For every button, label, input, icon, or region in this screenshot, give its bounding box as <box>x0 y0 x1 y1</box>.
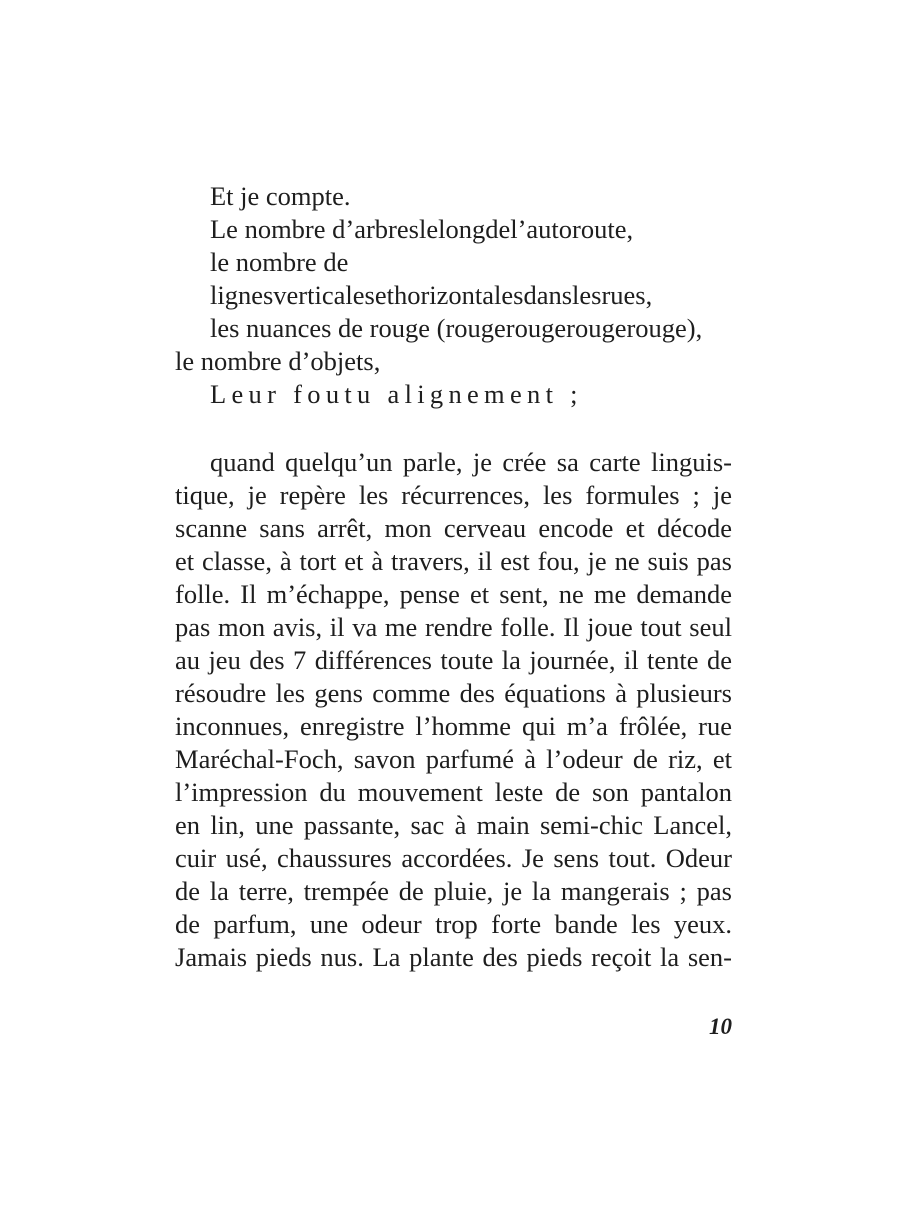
paragraph-line: cuir usé, chaussures accordées. Je sens tout. Odeur <box>175 843 732 873</box>
poem-line: Le nombre d’arbreslelongdel’autoroute, <box>210 214 634 244</box>
paragraph-line: résoudre les gens comme des équations à plusieurs <box>175 678 732 708</box>
poem-line: lignesverticalesethorizontalesdanslesrues, <box>210 280 653 310</box>
paragraph-line: pas mon avis, il va me rendre folle. Il joue tout seul <box>175 612 732 642</box>
paragraph-block <box>175 446 732 974</box>
paragraph-line: quand quelqu’un parle, je crée sa carte linguis- <box>210 447 732 477</box>
paragraph-line: inconnues, enregistre l’homme qui m’a frôlée, rue <box>175 711 732 741</box>
paragraph-line: scanne sans arrêt, mon cerveau encode et décode <box>175 513 732 543</box>
paragraph-line: Jamais pieds nus. La plante des pieds reçoit la sen- <box>175 942 732 972</box>
text-block <box>175 180 732 974</box>
paragraph-line: tique, je repère les récurrences, les formules ; je <box>175 480 732 510</box>
poem-line: le nombre d’objets, <box>175 346 381 376</box>
paragraph-line: folle. Il m’échappe, pense et sent, ne me demande <box>175 579 732 609</box>
paragraph-line: de la terre, trempée de pluie, je la mangerais ; pas <box>175 876 732 906</box>
paragraph-line: au jeu des 7 différences toute la journée, il tente de <box>175 645 732 675</box>
poem-block <box>175 180 732 411</box>
poem-line: les nuances de rouge (rougerougerougerouge), <box>210 313 703 343</box>
paragraph-line: et classe, à tort et à travers, il est fou, je ne suis pas <box>175 546 732 576</box>
poem-line: Et je compte. <box>210 181 351 211</box>
paragraph-line: de parfum, une odeur trop forte bande les yeux. <box>175 909 732 939</box>
poem-line-letterspaced: Leur foutu alignement ; <box>210 379 583 409</box>
poem-line: le nombre de <box>210 247 349 277</box>
paragraph-line: Maréchal-Foch, savon parfumé à l’odeur de riz, et <box>175 744 732 774</box>
paragraph-line: en lin, une passante, sac à main semi-chic Lancel, <box>175 810 732 840</box>
page-number: 10 <box>709 1014 732 1039</box>
paragraph-line: l’impression du mouvement leste de son pantalon <box>175 777 732 807</box>
